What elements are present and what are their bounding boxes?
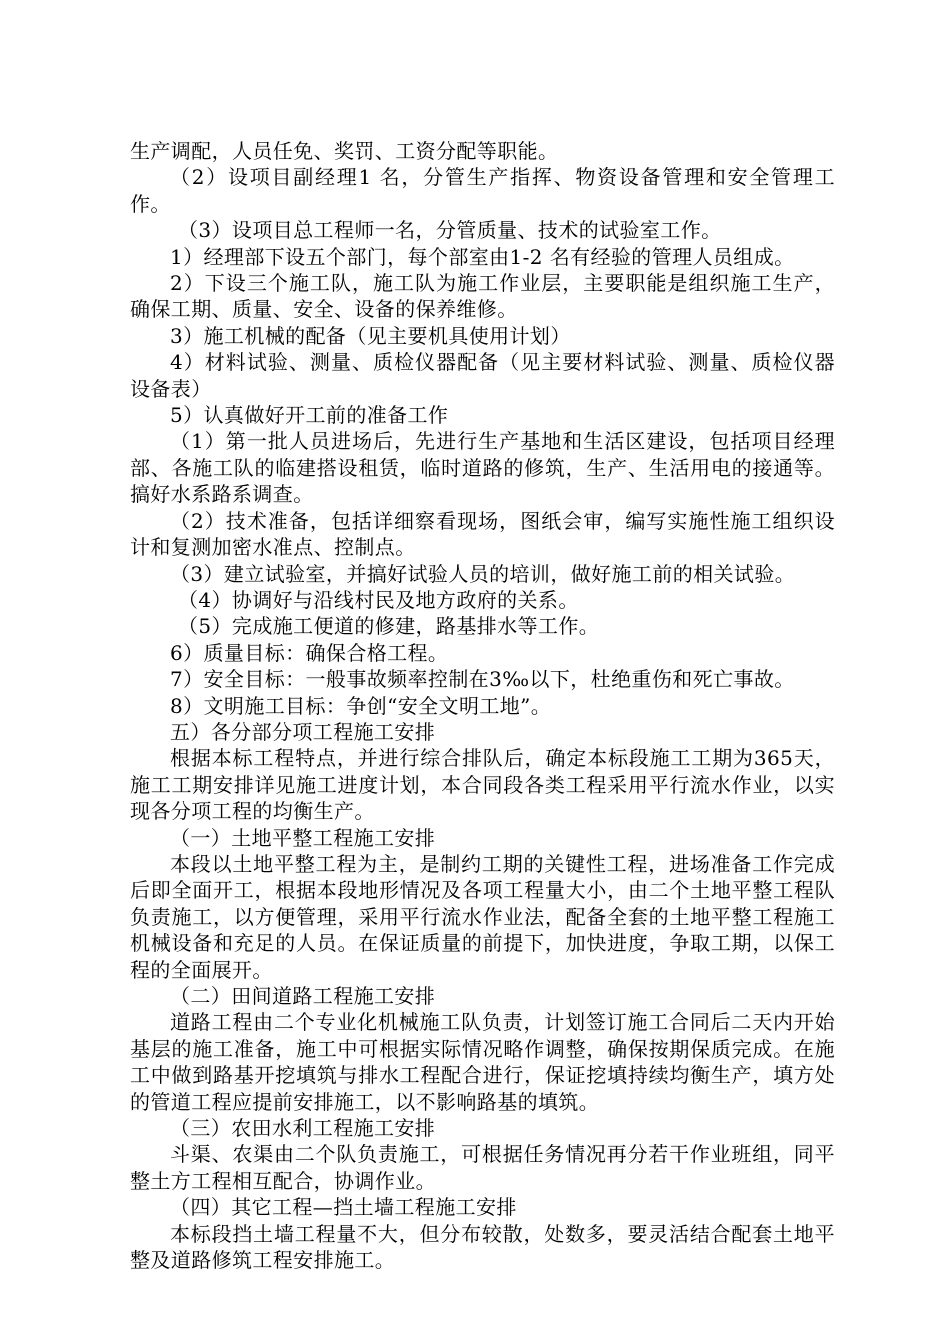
subsection-heading-2: （二）田间道路工程施工安排: [170, 984, 436, 1008]
section-heading-5: 五）各分部分项工程施工安排: [170, 719, 436, 744]
subsection-heading-1: （一）土地平整工程施工安排: [170, 825, 436, 850]
paragraph-5: 2）下设三个施工队，施工队为施工作业层，主要职能是组织施工生产，确保工期、质量、安全、设备的保养维修。: [130, 271, 835, 322]
paragraph-24: 斗渠、农渠由二个队负责施工，可根据任务情况再分若干作业班组，同平整土方工程相互配合，协调作业。: [130, 1142, 835, 1193]
paragraph-20: 本段以土地平整工程为主，是制约工期的关键性工程，进场准备工作完成后即全面开工，根据本段地形情况及各项工程量大小，由二个土地平整工程队负责施工，以方便管理，采用平行流水作业法，配备全套的土地平整工程施工机械设备和充足的人员。在保证质量的前提下，加快进度，争取工期，以保工程的全面展开。: [130, 851, 835, 982]
paragraph-15: 7）安全目标：一般事故频率控制在3‰以下，杜绝重伤和死亡事故。: [170, 667, 795, 692]
paragraph-18: 根据本标工程特点，并进行综合排队后，确定本标段施工工期为365天，施工工期安排详见施工进度计划，本合同段各类工程采用平行流水作业，以实现各分项工程的均衡生产。: [130, 746, 835, 824]
paragraph-13: （5）完成施工便道的修建，路基排水等工作。: [178, 614, 600, 639]
paragraph-4: 1）经理部下设五个部门，每个部室由1-2 名有经验的管理人员组成。: [170, 244, 795, 269]
subsection-heading-3: （三）农田水利工程施工安排: [170, 1116, 436, 1141]
paragraph-2: （2）设项目副经理1 名，分管生产指挥、物资设备管理和安全管理工作。: [130, 165, 835, 216]
paragraph-14: 6）质量目标：确保合格工程。: [170, 640, 449, 665]
paragraph-1: 生产调配，人员任免、奖罚、工资分配等职能。: [130, 139, 559, 163]
paragraph-26: 本标段挡土墙工程量不大，但分布较散，处数多，要灵活结合配套土地平整及道路修筑工程安排施工。: [130, 1221, 835, 1273]
paragraph-7: 4）材料试验、测量、质检仪器配备（见主要材料试验、测量、质检仪器设备表）: [130, 350, 835, 401]
paragraph-6: 3）施工机械的配备（见主要机具使用计划）: [170, 323, 571, 348]
paragraph-16: 8）文明施工目标：争创“安全文明工地”。: [170, 693, 552, 718]
paragraph-3: （3）设项目总工程师一名，分管质量、技术的试验室工作。: [178, 218, 722, 243]
paragraph-8: 5）认真做好开工前的准备工作: [170, 403, 449, 428]
document-page: [130, 138, 835, 1273]
paragraph-10: （2）技术准备，包括详细察看现场，图纸会审，编写实施性施工组织设计和复测加密水准点、控制点。: [130, 508, 835, 560]
paragraph-22: 道路工程由二个专业化机械施工队负责，计划签订施工合同后二天内开始基层的施工准备，施工中可根据实际情况略作调整，确保按期保质完成。在施工中做到路基开挖填筑与排水工程配合进行，保证挖填持续均衡生产，填方处的管道工程应提前安排施工，以不影响路基的填筑。: [130, 1010, 835, 1114]
paragraph-11: （3）建立试验室，并搞好试验人员的培训，做好施工前的相关试验。: [170, 561, 796, 586]
subsection-heading-4: （四）其它工程—挡土墙工程施工安排: [170, 1195, 517, 1220]
paragraph-9: （1）第一批人员进场后，先进行生产基地和生活区建设，包括项目经理部、各施工队的临建搭设租赁，临时道路的修筑，生产、生活用电的接通等。搞好水系路系调查。: [130, 429, 835, 507]
paragraph-12: （4）协调好与沿线村民及地方政府的关系。: [178, 587, 579, 612]
